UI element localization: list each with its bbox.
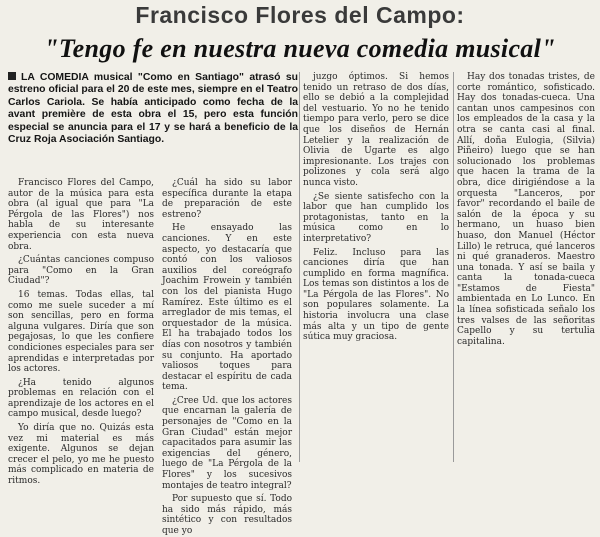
paragraph: He ensayado las canciones. Y en este aspecto, yo destacaría que contó con los valiosos auxilios del coreógrafo Joachim Frowein y también con los del pianista Hugo Ramírez. Este último es el arreglador de mis temas, el orquestador de la música. El ha trabajado todos los días con nosotros y también su conjunto. Ha aportado valiosos toques para destacar el espíritu de cada tema. xyxy=(162,223,292,393)
paragraph: Feliz. Incluso para las canciones diría que han cumplido en forma magnífica. Los temas son distintos a los de "La Pérgola de las Flores". No son populares solamente. La historia involucra una clase más alta y un tipo de gente sútica muy graciosa. xyxy=(303,247,449,343)
paragraph: ¿Cuál ha sido su labor específica durante la etapa de preparación de este estreno? xyxy=(162,178,292,220)
paragraph: Francisco Flores del Campo, autor de la música para esta obra (al igual que para "La Pérgola de las Flores") nos habla de su interesante experiencia con esta nueva obra. xyxy=(8,178,154,252)
paragraph: ¿Cuántas canciones compuso para "Como en la Gran Ciudad"? xyxy=(8,255,154,287)
bullet-square-icon xyxy=(8,72,16,80)
column-divider xyxy=(299,72,300,462)
headline: "Tengo fe en nuestra nueva comedia musical" xyxy=(44,34,556,63)
paragraph: ¿Ha tenido algunos problemas en relación con el aprendizaje de los actores en el campo musical, desde luego? xyxy=(8,377,154,420)
column-4 xyxy=(457,72,595,465)
paragraph: 16 temas. Todas ellas, tal como me suele suceder a mí son sencillas, pero en forma alguna vulgares. Diría que son pegajosas, lo que les confiere condiciones especiales para ser aprendidas e interpretadas por los actores. xyxy=(8,289,154,375)
kicker-title: Francisco Flores del Campo: xyxy=(135,2,465,28)
paragraph: Yo diría que no. Quizás esta vez mi material es más exigente. Algunos se dejan crecer el pelo, yo me he puesto más complicado en materia de ritmos. xyxy=(8,423,154,487)
paragraph: juzgo óptimos. Si hemos tenido un retraso de dos días, ello se debió a la complejidad del vestuario. Yo no he tenido tiempo para verlo, pero se dice que los diseños de Hernán Letelier y la realización de Olivia de Ugarte es algo impresionante. Los trajes con polizones y cola será algo nunca visto. xyxy=(303,72,449,188)
lead-paragraph xyxy=(8,72,298,146)
column-divider xyxy=(453,72,454,462)
paragraph: Hay dos tonadas tristes, de corte romántico, sofisticado. Hay dos tonadas-cueca. Una cantan unos campesinos con los empleados de la casa y la otra se canta casi al final. Allí, doña Eulogia, (Silvia) Piñeiro) luego que se han solucionado los problemas que hacen la trama de la obra, dice dirigiéndose a la orquesta "Lanceros, por favor" recordando el baile de salón de la época y su hermano, un huaso bien huaso, don Manuel (Héctor Lillo) le retruca, qué lanceros ni qué granaderos. Maestro una tonada. Y así se baila y canta la tonada-cueca "Estamos de Fiesta" ambientada en Lo Lunco. En la línea sofisticada señalo los tres valses de las señoritas Capello y su tertulia capitalina. xyxy=(457,72,595,347)
paragraph: ¿Cree Ud. que los actores que encarnan la galería de personajes de "Como en la Gran Ciudad" están mejor capacitados para asumir las exigencias del género, luego de "La Pérgola de la Flores" y los sucesivos montajes de teatro integral? xyxy=(162,395,292,491)
column-1 xyxy=(8,178,154,487)
paragraph: ¿Se siente satisfecho con la labor que han cumplido los protagonistas, tanto en la música como en lo interpretativo? xyxy=(303,191,449,244)
paragraph: Por supuesto que sí. Todo ha sido más rápido, más sintético y con resultados que yo xyxy=(162,494,292,536)
column-2 xyxy=(162,178,292,536)
lead-text: LA COMEDIA musical "Como en Santiago" atrasó su estreno oficial para el 20 de este mes, siempre en el Teatro Carlos Cariola. Se había anticipado como fecha de la avant première de esta obra el 15, pero esta función especial se anuncia para el 17 y se hará a beneficio de la Cruz Roja Asociación Santiago. xyxy=(8,72,298,146)
column-3 xyxy=(303,72,449,465)
